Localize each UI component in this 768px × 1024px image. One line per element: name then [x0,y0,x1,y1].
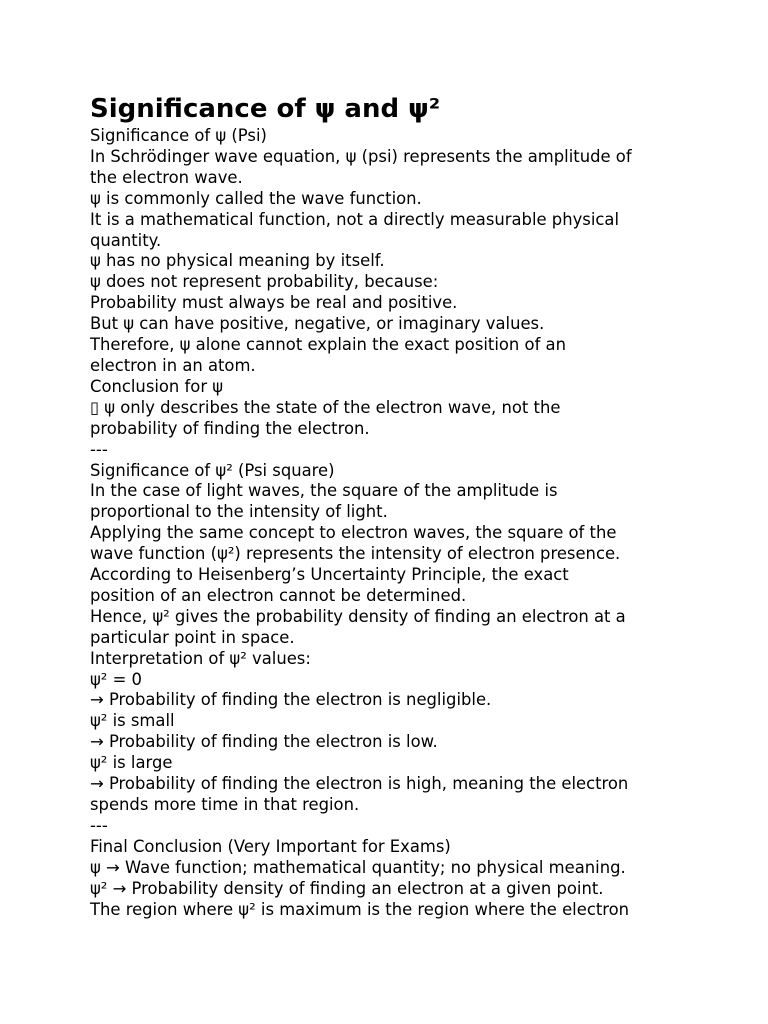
text-line: --- [90,439,108,459]
text-line: ψ is commonly called the wave function. [90,188,422,208]
text-line: spends more time in that region. [90,795,360,814]
text-line: quantity. [90,230,162,250]
text-line: ▯ ψ only describes the state of the electron wave, not the [90,397,561,417]
text-line: According to Heisenberg’s Uncertainty Principle, the exact [90,565,569,585]
text-line: → Probability of finding the electron is low. [90,732,438,752]
text-line: Therefore, ψ alone cannot explain the exact position of an [90,335,566,355]
text-line: particular point in space. [90,627,295,647]
document-page [90,92,690,920]
text-line: In the case of light waves, the square of the amplitude is [90,481,558,501]
text-line: ψ² is large [90,753,173,773]
text-line: wave function (ψ²) represents the intensity of electron presence. [90,544,621,564]
text-line: The region where ψ² is maximum is the region where the electron [90,899,630,919]
text-line: --- [90,815,108,835]
text-line: electron in an atom. [90,355,256,375]
text-line: Significance of ψ (Psi) [90,126,267,145]
text-line: ψ does not represent probability, because: [90,272,439,292]
text-line: the electron wave. [90,167,243,187]
text-line: Interpretation of ψ² values: [90,648,311,668]
text-line: Significance of ψ² (Psi square) [90,460,335,480]
text-line: Applying the same concept to electron waves, the square of the [90,523,617,543]
text-line: proportional to the intensity of light. [90,502,388,522]
text-line: probability of finding the electron. [90,418,370,438]
text-line: In Schrödinger wave equation, ψ (psi) represents the amplitude of [90,146,632,166]
text-line: ψ → Wave function; mathematical quantity; no physical meaning. [90,857,626,877]
text-line: Probability must always be real and positive. [90,293,458,313]
text-line: It is a mathematical function, not a directly measurable physical [90,209,620,229]
text-line: ψ² = 0 [90,669,142,689]
text-line: position of an electron cannot be determined. [90,585,467,605]
text-line: But ψ can have positive, negative, or imaginary values. [90,314,545,334]
text-line: → Probability of finding the electron is negligible. [90,690,492,710]
document-body [90,126,690,920]
text-line: Final Conclusion (Very Important for Exams) [90,836,451,856]
text-line: ψ² is small [90,711,175,731]
text-line: Conclusion for ψ [90,376,224,396]
text-line: → Probability of finding the electron is high, meaning the electron [90,774,629,794]
text-line: Hence, ψ² gives the probability density of finding an electron at a [90,606,626,626]
text-line: ψ² → Probability density of finding an electron at a given point. [90,878,604,898]
text-line: ψ has no physical meaning by itself. [90,251,385,271]
document-title: Significance of ψ and ψ² [90,94,441,124]
